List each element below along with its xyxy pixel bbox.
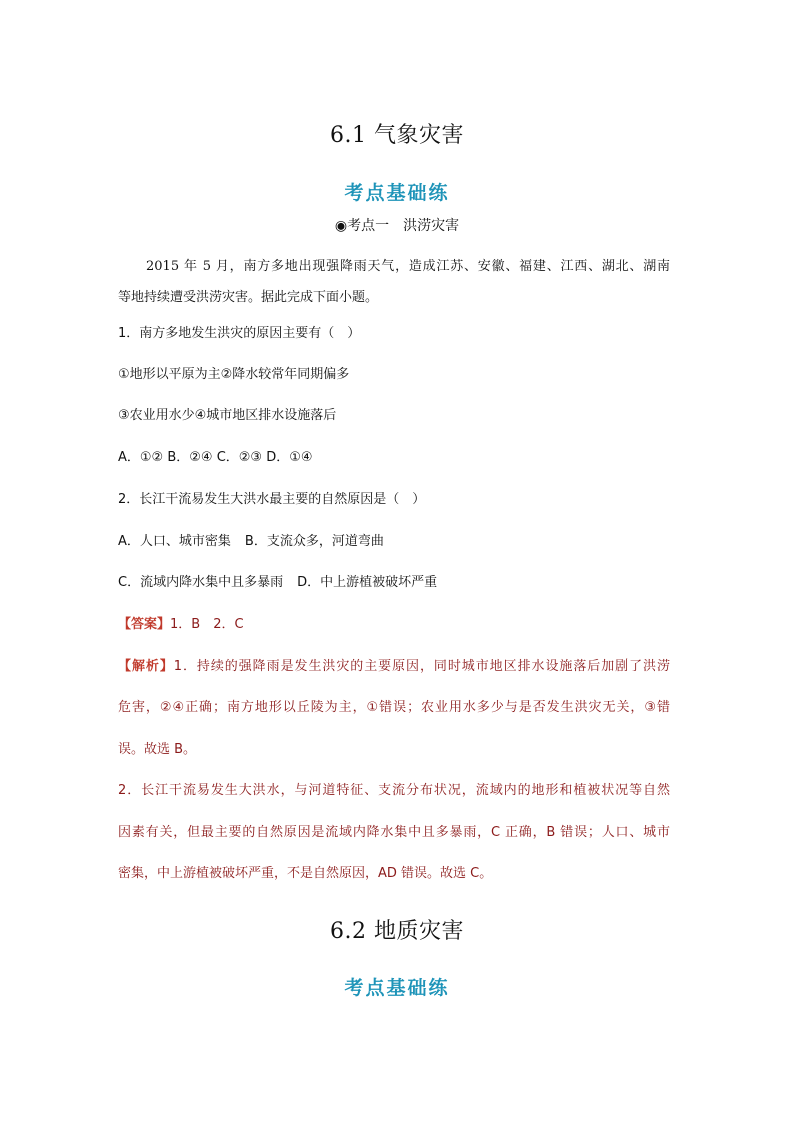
question-2-stem: 2．长江干流易发生大洪水最主要的自然原因是（ ） (118, 492, 426, 507)
answer-tag: 【答案】 (118, 617, 171, 632)
analysis-line-6: 密集，中上游植被破坏严重，不是自然原因，AD 错误。故选 C。 (118, 866, 493, 881)
question-2-choice-c: C．流域内降水集中且多暴雨 (118, 575, 284, 590)
question-1-option-line-2: ③农业用水少④城市地区排水设施落后 (118, 408, 337, 423)
section-title-weather-disasters: 6.1 气象灾害 (330, 123, 464, 148)
analysis-tag: 【解析】 (118, 659, 174, 674)
section-title-geological-disasters: 6.2 地质灾害 (330, 919, 464, 944)
question-2-choice-a: A．人口、城市密集 (118, 534, 231, 549)
analysis-text-1: 1．持续的强降雨是发生洪灾的主要原因，同时城市地区排水设施落后加剧了洪涝 (173, 659, 670, 674)
question-2-choice-d: D．中上游植被破坏严重 (297, 575, 438, 590)
question-1-choices: A．①② B．②④ C．②③ D．①④ (118, 450, 313, 465)
topic-heading-flood: ◉考点一 洪涝灾害 (334, 218, 460, 234)
analysis-line-1 (118, 655, 670, 674)
section-subtitle-basic-practice: 考点基础练 (344, 182, 450, 204)
material-line-1: 2015 年 5 月，南方多地出现强降雨天气，造成江苏、安徽、福建、江西、湖北、湖南 (146, 259, 670, 274)
section-2-subtitle-basic-practice: 考点基础练 (344, 977, 450, 999)
question-2-choice-b: B．支流众多，河道弯曲 (244, 534, 384, 549)
analysis-line-5: 因素有关，但最主要的自然原因是流域内降水集中且多暴雨，C 正确，B 错误；人口、城市 (118, 825, 670, 840)
question-2-choices-ab (118, 530, 678, 549)
analysis-line-4: 2．长江干流易发生大洪水，与河道特征、支流分布状况，流域内的地形和植被状况等自然 (118, 783, 670, 798)
question-2-choices-cd (118, 571, 678, 590)
material-line-2: 等地持续遭受洪涝灾害。据此完成下面小题。 (118, 290, 379, 305)
answer-text: 1．B 2．C (170, 617, 244, 632)
analysis-line-3: 误。故选 B。 (118, 742, 197, 757)
question-1-option-line-1: ①地形以平原为主②降水较常年同期偏多 (118, 367, 350, 382)
analysis-line-2: 危害，②④正确；南方地形以丘陵为主，①错误；农业用水多少与是否发生洪灾无关，③错 (118, 700, 670, 715)
question-1-stem: 1．南方多地发生洪灾的原因主要有（ ） (118, 326, 361, 341)
answer-line (118, 613, 678, 632)
